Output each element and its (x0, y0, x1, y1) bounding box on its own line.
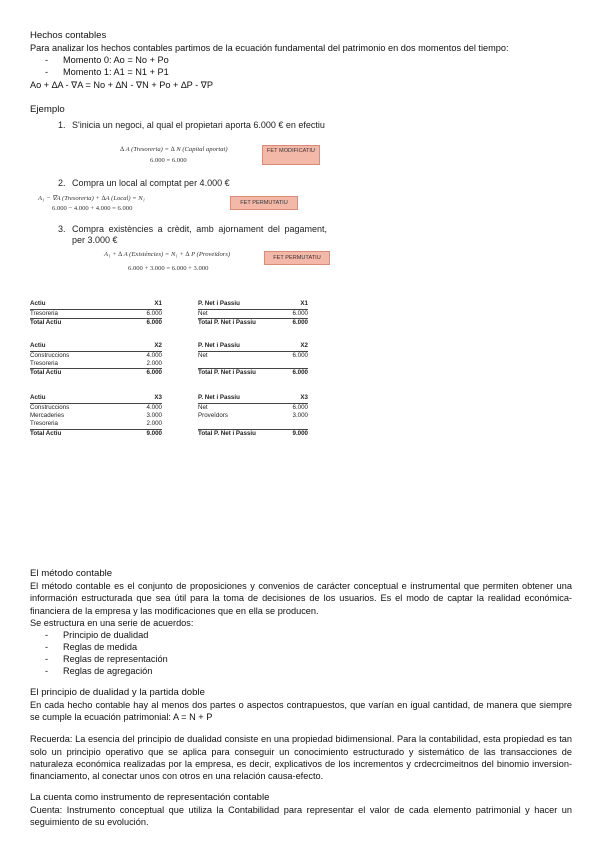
table-row: Tresoreria 2.000 (30, 360, 162, 368)
example-item-3: 3. Compra existències a crèdit, amb ajornament del pagament, per 3.000 € (58, 224, 327, 246)
section-title-metodo: El método contable (30, 568, 113, 580)
example-eq-2b: 6.000 − 4.000 + 4.000 = 6.000 (52, 205, 133, 213)
example-eq-3b: 6.000 + 3.000 = 6.000 + 3.000 (128, 265, 209, 273)
tag-modificatiu: FET MODIFICATIU (262, 145, 320, 165)
table-row: Tresoreria 2.000 (30, 420, 162, 428)
dualidad-paragraph: En cada hecho contable hay al menos dos partes o aspectos contrapuestos, que varían en igual cantidad, de manera que siempre se cumple la ecuación patrimonial: A = N + P (30, 700, 572, 723)
section-title-cuenta: La cuenta como instrumento de representación contable (30, 792, 270, 804)
list-item: - Principio de dualidad (30, 629, 572, 641)
table-row: Construccions 4.000 (30, 403, 162, 411)
example-eq-2a: A₁ − ∇A (Tresoreria) + ∆A (Local) = N₁ (38, 195, 145, 203)
hechos-intro: Para analizar los hechos contables partimos de la ecuación fundamental del patrimonio en dos momentos del tiempo: (30, 43, 509, 53)
balance-passiu-x3: P. Net i Passiu X3 Net 6.000 Proveïdors 3.000 Total P. Net i Passiu 9.000 (198, 394, 308, 437)
example-eq-1b: 6.000 = 6.000 (150, 157, 187, 165)
table-row: Mercaderies 3.000 (30, 412, 162, 420)
balance-actiu-x2: Actiu X2 Construccions 4.000 Tresoreria 2.000 Total Actiu 6.000 (30, 342, 162, 377)
recuerda-paragraph: Recuerda: La esencia del principio de dualidad consiste en una propiedad bidimensional. Para la contabilidad, esta propiedad es tan solo un principio operativo que se aplica para conseguir un conocimiento estructurado y sistemático de las transacciones de naturaleza económica realizadas por la empresa, es decir, explicativos de los incrementos y crdecrcimeitnos del binomio inversion-financiamento, al conectar unos con otros en una relación causa-efecto. (30, 734, 572, 782)
example-eq-1a: ∆ A (Tresoreria) = ∆ N (Capital aportat) (120, 146, 228, 154)
table-row: Net 6.000 (198, 403, 308, 411)
cuenta-paragraph: Cuenta: Instrumento conceptual que utiliza la Contabilidad para representar el valor de cada elemento patrimonial y hacer un seguimiento de su evolución. (30, 805, 572, 828)
list-item: - Reglas de representación (30, 653, 572, 665)
metodo-paragraph: El método contable es el conjunto de proposiciones y convenios de carácter conceptual e instrumental que permiten obtener una información estructurada que sea útil para la toma de decisiones de los usuarios. Es el modo de captar la realidad económica-financiera de la empresa y las modificaciones que en ella se producen. (30, 581, 572, 616)
document-page (30, 30, 572, 829)
table-row: Tresoreria 6.000 (30, 309, 162, 317)
section-title-ejemplo: Ejemplo (30, 104, 65, 116)
balance-passiu-x1: P. Net i Passiu X1 Net 6.000 Total P. Net i Passiu 6.000 (198, 300, 308, 327)
table-row: Net 6.000 (198, 351, 308, 359)
moment-item: - Momento 1: A1 = N1 + P1 (30, 66, 572, 78)
table-row: Net 6.000 (198, 309, 308, 317)
list-item: - Reglas de medida (30, 641, 572, 653)
equilibrium-formula: Ao + ∆A - ∇A = No + ∆N - ∇N + Po + ∆P - ∇P (30, 80, 213, 91)
tag-permutatiu-1: FET PERMUTATIU (230, 196, 298, 210)
example-figure (30, 120, 330, 468)
section-title-dualidad: El principio de dualidad y la partida doble (30, 687, 205, 699)
balance-actiu-x1: Actiu X1 Tresoreria 6.000 Total Actiu 6.000 (30, 300, 162, 327)
table-row: Proveïdors 3.000 (198, 412, 308, 420)
list-item: - Reglas de agregación (30, 665, 572, 677)
table-row: Construccions 4.000 (30, 351, 162, 359)
example-eq-3a: A₁ + ∆ A (Existències) = N₁ + ∆ P (Proveïdors) (104, 251, 231, 259)
example-item-2: 2. Compra un local al comptat per 4.000 € (58, 178, 230, 189)
section-title-hechos: Hechos contables (30, 30, 107, 41)
balance-passiu-x2: P. Net i Passiu X2 Net 6.000 Total P. Net i Passiu 6.000 (198, 342, 308, 377)
acuerdos-list (30, 629, 572, 677)
balance-actiu-x3: Actiu X3 Construccions 4.000 Mercaderies 3.000 Tresoreria 2.000 Total Actiu 9.000 (30, 394, 162, 437)
metodo-intro-list: Se estructura en una serie de acuerdos: (30, 617, 194, 628)
moments-list (30, 54, 572, 78)
tag-permutatiu-2: FET PERMUTATIU (264, 251, 330, 265)
moment-item: - Momento 0: Ao = No + Po (30, 54, 572, 66)
example-item-1: 1. S'inicia un negoci, al qual el propietari aporta 6.000 € en efectiu (58, 120, 325, 131)
